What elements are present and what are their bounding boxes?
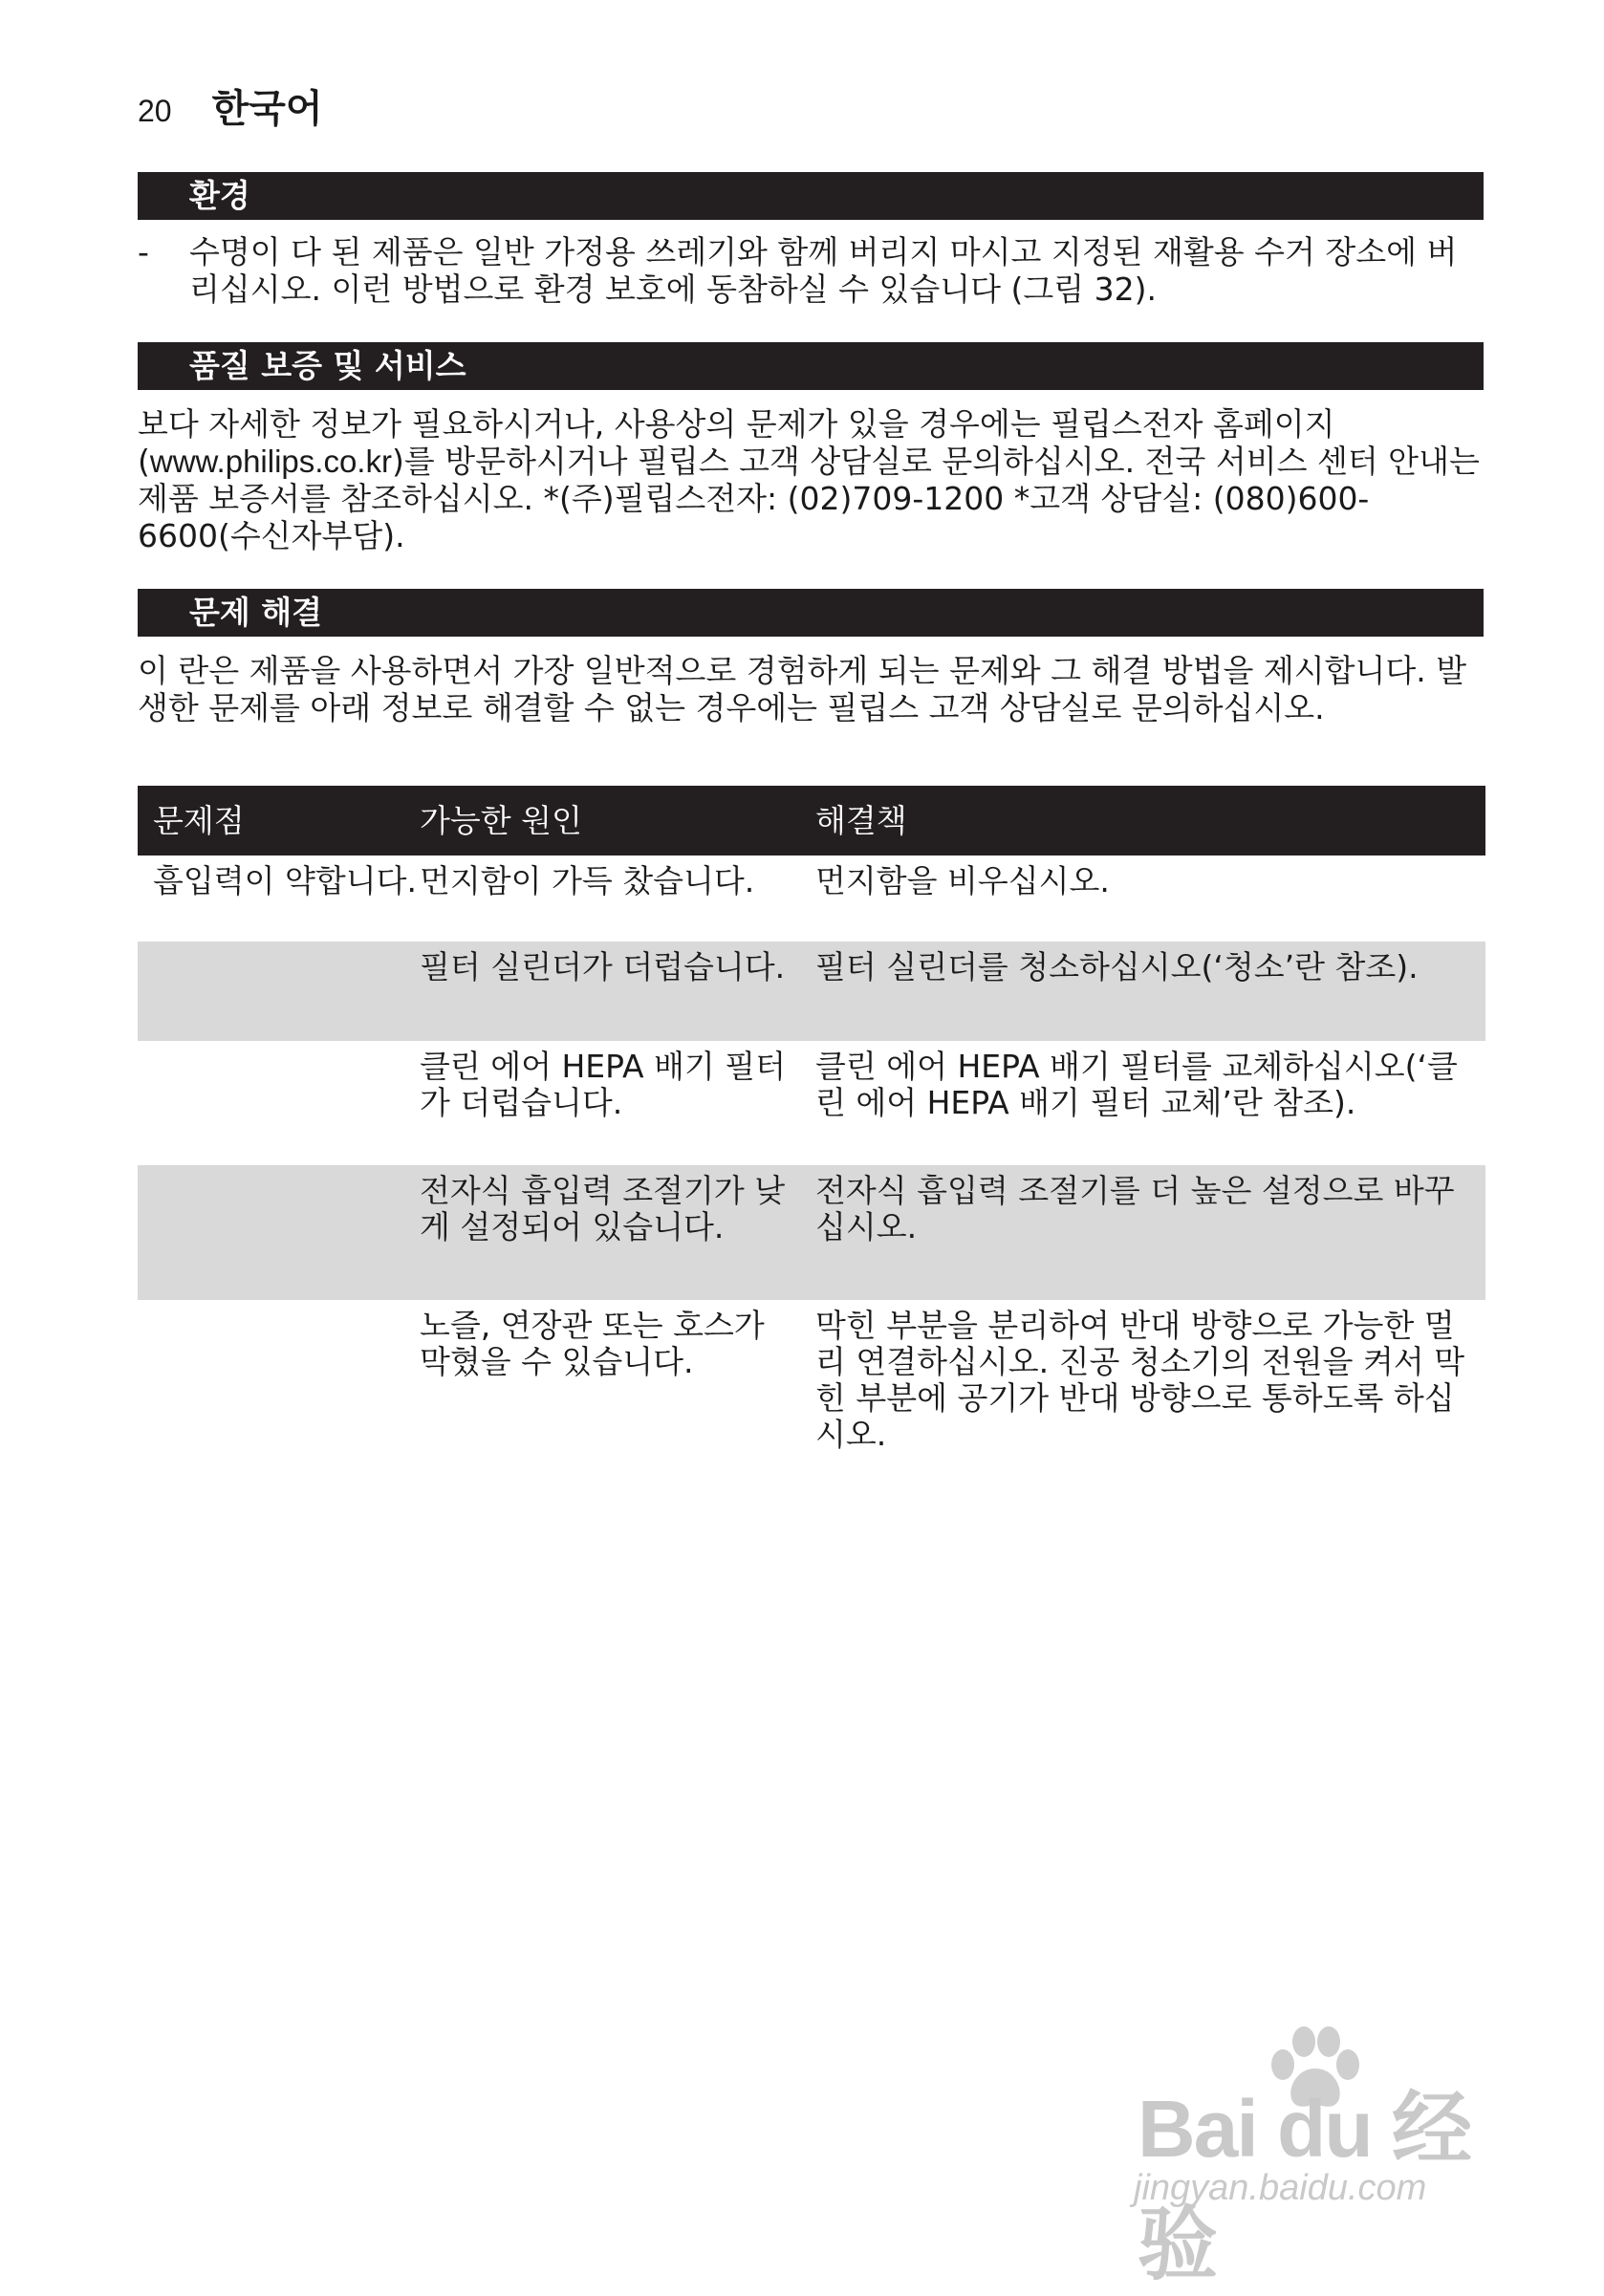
solution-cell: 먼지함을 비우십시오. xyxy=(815,862,1110,899)
troubleshooting-intro: 이 란은 제품을 사용하면서 가장 일반적으로 경험하게 되는 문제와 그 해결 방법을 제시합니다. 발생한 문제를 아래 정보로 해결할 수 없는 경우에는 필립스 고객 상담실로 문의하십시오. xyxy=(138,652,1467,726)
section-heading-environment: 환경 xyxy=(138,172,1484,220)
table-header xyxy=(138,786,1485,856)
cause-cell: 필터 실린더가 더럽습니다. xyxy=(420,948,786,986)
solution-cell: 막힌 부분을 분리하여 반대 방향으로 가능한 멀리 연결하십시오. 진공 청소기의 전원을 켜서 막힌 부분에 공기가 반대 방향으로 통하도록 하십시오. xyxy=(815,1307,1465,1453)
section-heading-warranty: 품질 보증 및 서비스 xyxy=(138,342,1484,390)
header-cause: 가능한 원인 xyxy=(420,802,582,839)
watermark-url: jingyan.baidu.com xyxy=(1134,2168,1427,2208)
page-language-title: 한국어 xyxy=(211,87,323,131)
cause-cell: 노즐, 연장관 또는 호스가 막혔을 수 있습니다. xyxy=(420,1307,765,1380)
cause-cell: 클린 에어 HEPA 배기 필터가 더럽습니다. xyxy=(420,1048,787,1121)
section-heading-troubleshooting: 문제 해결 xyxy=(138,589,1484,637)
table-row xyxy=(138,942,1485,1041)
baidu-watermark xyxy=(1128,2026,1510,2289)
solution-cell: 전자식 흡입력 조절기를 더 높은 설정으로 바꾸십시오. xyxy=(815,1172,1455,1245)
table-row xyxy=(138,1041,1485,1165)
cause-cell: 먼지함이 가득 찼습니다. xyxy=(420,862,755,899)
bullet-dash: - xyxy=(138,233,149,271)
warranty-text-before: 보다 자세한 정보가 필요하시거나, 사용상의 문제가 있을 경우에는 필립스전자 홈페이지 ( xyxy=(138,405,1335,480)
table-row xyxy=(138,856,1485,942)
page-header xyxy=(138,78,323,133)
header-problem: 문제점 xyxy=(153,802,245,839)
table-row xyxy=(138,1300,1485,1472)
problem-cell xyxy=(138,1165,420,1300)
problem-cell: 흡입력이 약합니다. xyxy=(153,862,418,899)
problem-cell xyxy=(138,1041,420,1165)
baidu-logo: Bai du 经验 xyxy=(1138,2084,1471,2289)
list-item xyxy=(138,233,1484,308)
environment-text: 수명이 다 된 제품은 일반 가정용 쓰레기와 함께 버리지 마시고 지정된 재활용 수거 장소에 버리십시오. 이런 방법으로 환경 보호에 동참하실 수 있습니다 (그림 32). xyxy=(189,233,1458,308)
environment-list xyxy=(138,233,1484,308)
troubleshooting-table xyxy=(138,786,1485,1472)
page-number: 20 xyxy=(138,94,172,128)
solution-cell: 클린 에어 HEPA 배기 필터를 교체하십시오(‘클린 에어 HEPA 배기 필터 교체’란 참조). xyxy=(815,1048,1458,1121)
problem-cell xyxy=(138,942,420,1041)
warranty-paragraph xyxy=(138,405,1484,554)
header-solution: 해결책 xyxy=(815,802,907,839)
warranty-text-after: )를 방문하시거나 필립스 고객 상담실로 문의하십시오. 전국 서비스 센터 안내는 제품 보증서를 참조하십시오. *(주)필립스전자: (02)709-1200 *고객 상담실: (080)600-6600(수신자부담). xyxy=(138,443,1480,554)
solution-cell: 필터 실린더를 청소하십시오(‘청소’란 참조). xyxy=(815,948,1419,986)
problem-cell xyxy=(138,1300,420,1472)
cause-cell: 전자식 흡입력 조절기가 낮게 설정되어 있습니다. xyxy=(420,1172,786,1245)
philips-url: www.philips.co.kr xyxy=(149,444,392,479)
table-row xyxy=(138,1165,1485,1300)
